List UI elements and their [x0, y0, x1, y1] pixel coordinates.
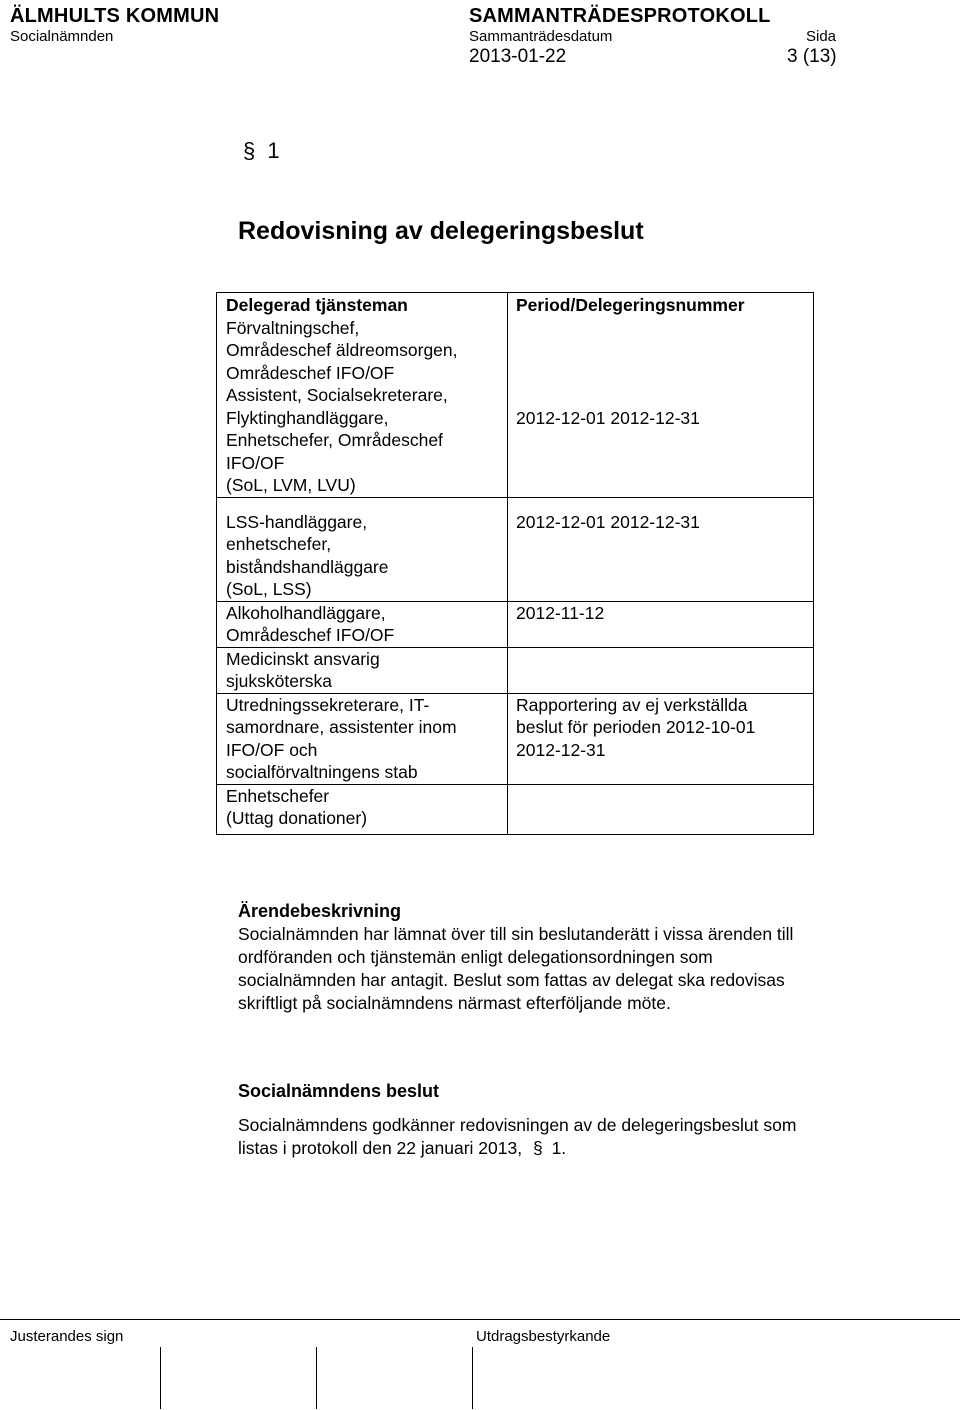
page-label: Sida	[806, 28, 837, 45]
table-cell	[508, 293, 814, 498]
signature-label: Justerandes sign	[10, 1328, 124, 1345]
period-cell: 2012-11-12	[516, 602, 605, 623]
decision-text	[238, 1114, 938, 1160]
table-row	[217, 693, 814, 784]
signature-box-divider	[160, 1347, 161, 1409]
official-cell: LSS-handläggare, enhetschefer, biståndshandläggare (SoL, LSS)	[226, 511, 389, 599]
table-cell	[217, 497, 508, 601]
period-cell: 2012-12-01 2012-12-31	[516, 407, 700, 428]
table-cell	[508, 647, 814, 693]
page-number: 3 (13)	[787, 46, 837, 67]
date-label: Sammanträdesdatum	[469, 28, 613, 45]
document-type: SAMMANTRÄDESPROTOKOLL	[469, 5, 771, 27]
official-cell: Enhetschefer (Uttag donationer)	[226, 785, 368, 828]
case-description-heading: Ärendebeskrivning	[238, 901, 402, 921]
organization-name: ÄLMHULTS KOMMUN	[10, 5, 220, 27]
signature-box-divider	[316, 1347, 317, 1409]
signature-box-divider	[472, 1347, 473, 1409]
table-cell	[217, 601, 508, 647]
case-description-line: skriftligt på socialnämndens närmast efterföljande möte.	[238, 993, 671, 1013]
table-cell	[217, 647, 508, 693]
official-cell: Alkoholhandläggare, Områdeschef IFO/OF	[226, 602, 395, 645]
certification-label: Utdragsbestyrkande	[476, 1328, 611, 1345]
table-cell	[508, 784, 814, 834]
footer-top-rule	[0, 1319, 960, 1320]
period-cell: Rapportering av ej verkställda beslut för perioden 2012-10-01 2012-12-31	[516, 694, 756, 760]
table-row	[217, 601, 814, 647]
table-row	[217, 647, 814, 693]
case-description-line: ordföranden och tjänstemän enligt delegationsordningen som	[238, 947, 713, 967]
decision-line-number: 1.	[551, 1138, 567, 1158]
decision-heading: Socialnämndens beslut	[238, 1081, 440, 1101]
table-cell	[508, 497, 814, 601]
table-cell	[508, 693, 814, 784]
paragraph-symbol: §	[243, 138, 256, 163]
meeting-date: 2013-01-22	[469, 46, 567, 67]
official-cell: Medicinskt ansvarig sjuksköterska	[226, 648, 380, 691]
committee-name: Socialnämnden	[10, 28, 114, 45]
column-header-period: Period/Delegeringsnummer	[516, 295, 745, 315]
table-cell	[217, 293, 508, 498]
decision-line	[238, 1137, 938, 1160]
case-description-line: Socialnämnden har lämnat över till sin beslutanderätt i vissa ärenden till	[238, 924, 794, 944]
official-cell: Förvaltningschef, Områdeschef äldreomsorgen, Områdeschef IFO/OF Assistent, Socialsekreterare, Flyktinghandläggare, Enhetschefer, Områdeschef IFO/OF (SoL, LVM, LVU)	[226, 317, 458, 495]
delegation-table	[216, 292, 814, 835]
column-header-official: Delegerad tjänsteman	[226, 295, 408, 315]
table-cell	[508, 601, 814, 647]
case-description-text	[238, 923, 938, 1015]
table-row	[217, 497, 814, 601]
paragraph-number-value: 1	[267, 138, 280, 163]
paragraph-symbol: §	[532, 1138, 543, 1158]
official-cell: Utredningssekreterare, IT- samordnare, assistenter inom IFO/OF och socialförvaltningens stab	[226, 694, 457, 782]
decision-line-text: listas i protokoll den 22 januari 2013,	[238, 1138, 523, 1158]
paragraph-number	[243, 138, 280, 164]
table-row	[217, 293, 814, 498]
table-row	[217, 784, 814, 834]
table-cell	[217, 784, 508, 834]
decision-line: Socialnämndens godkänner redovisningen av de delegeringsbeslut som	[238, 1115, 797, 1135]
case-description-line: socialnämnden har antagit. Beslut som fattas av delegat ska redovisas	[238, 970, 785, 990]
table-cell	[217, 693, 508, 784]
page-title: Redovisning av delegeringsbeslut	[238, 217, 644, 245]
period-cell: 2012-12-01 2012-12-31	[516, 511, 700, 532]
